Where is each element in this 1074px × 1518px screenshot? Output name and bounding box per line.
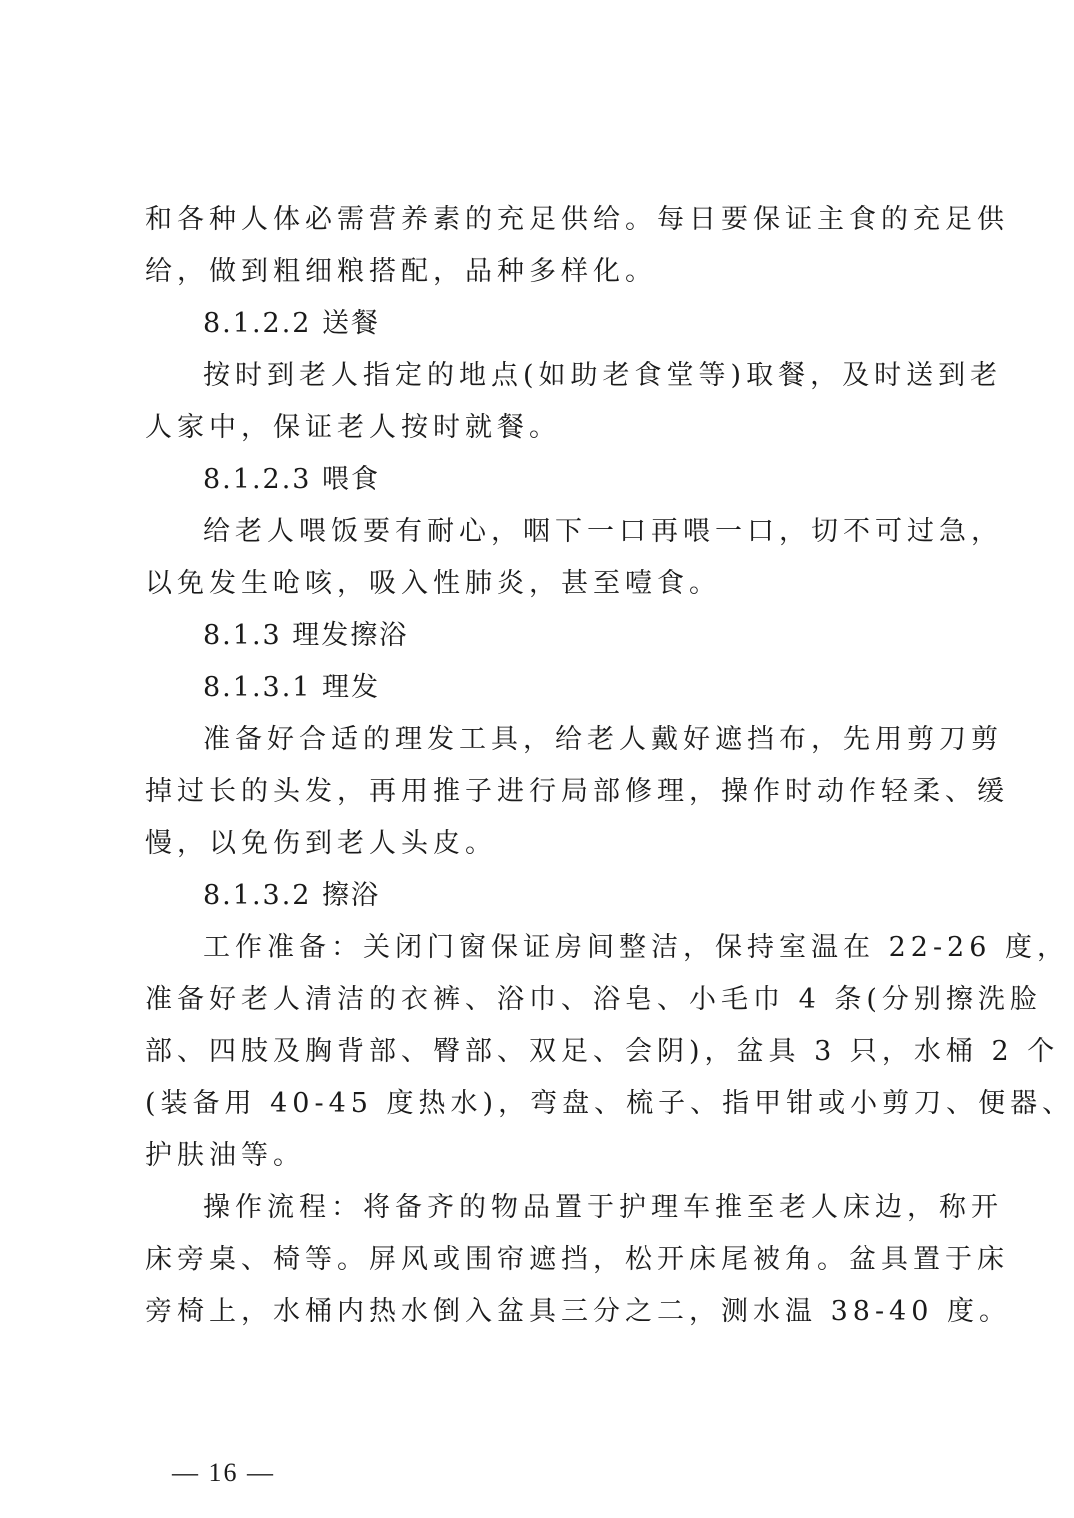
paragraph-line: 给老人喂饭要有耐心，咽下一口再喂一口，切不可过急， — [203, 516, 1003, 547]
paragraph-line: 和各种人体必需营养素的充足供给。每日要保证主食的充足供 — [145, 204, 1009, 235]
paragraph-line: 慢，以免伤到老人头皮。 — [145, 828, 497, 859]
section-heading: 8.1.3.2 擦浴 — [203, 880, 381, 911]
section-heading: 8.1.2.3 喂食 — [203, 464, 381, 495]
paragraph-line: 工作准备：关闭门窗保证房间整洁，保持室温在 22-26 度， — [203, 932, 1069, 963]
paragraph-line: 按时到老人指定的地点(如助老食堂等)取餐，及时送到老 — [203, 360, 1003, 391]
paragraph-line: 掉过长的头发，再用推子进行局部修理，操作时动作轻柔、缓 — [145, 776, 1009, 807]
section-heading: 8.1.2.2 送餐 — [203, 308, 381, 339]
paragraph-line: (装备用 40-45 度热水)，弯盘、梳子、指甲钳或小剪刀、便器、 — [145, 1088, 1074, 1119]
paragraph-line: 准备好老人清洁的衣裤、浴巾、浴皂、小毛巾 4 条(分别擦洗脸 — [145, 984, 1042, 1015]
paragraph-line: 护肤油等。 — [145, 1140, 305, 1171]
page-number: — 16 — — [172, 1458, 275, 1487]
paragraph-line: 人家中，保证老人按时就餐。 — [145, 412, 561, 443]
section-heading: 8.1.3.1 理发 — [203, 672, 381, 703]
section-heading: 8.1.3 理发擦浴 — [203, 620, 409, 651]
document-body — [145, 194, 1074, 1338]
paragraph-line: 部、四肢及胸背部、臀部、双足、会阴)，盆具 3 只，水桶 2 个 — [145, 1036, 1060, 1067]
paragraph-line: 给，做到粗细粮搭配，品种多样化。 — [145, 256, 657, 287]
paragraph-line: 以免发生呛咳，吸入性肺炎，甚至噎食。 — [145, 568, 721, 599]
paragraph-line: 准备好合适的理发工具，给老人戴好遮挡布，先用剪刀剪 — [203, 724, 1003, 755]
paragraph-line: 床旁桌、椅等。屏风或围帘遮挡，松开床尾被角。盆具置于床 — [145, 1244, 1009, 1275]
paragraph-line: 旁椅上，水桶内热水倒入盆具三分之二，测水温 38-40 度。 — [145, 1296, 1011, 1327]
paragraph-line: 操作流程：将备齐的物品置于护理车推至老人床边，称开 — [203, 1192, 1003, 1223]
